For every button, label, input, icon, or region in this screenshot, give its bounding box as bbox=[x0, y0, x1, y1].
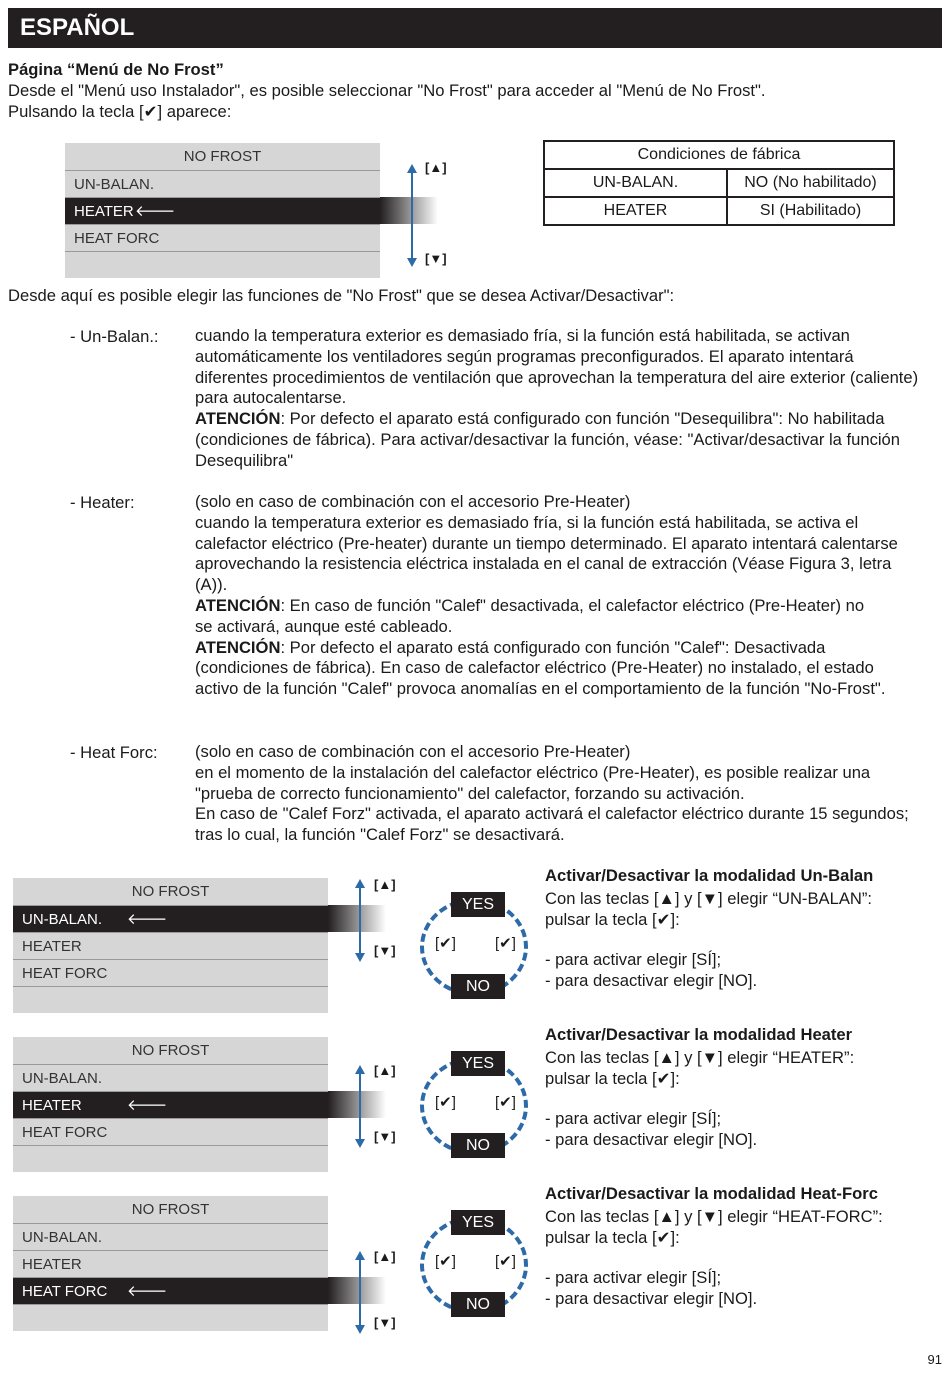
menu-title-text: NO FROST bbox=[183, 148, 262, 165]
section-text: - para activar elegir [SÍ]; bbox=[545, 950, 722, 969]
menu-item-un-balan[interactable] bbox=[65, 170, 380, 198]
table-cell: HEATER bbox=[544, 197, 727, 225]
menu-item-label: HEATER bbox=[22, 938, 82, 955]
no-button[interactable]: NO bbox=[451, 1292, 505, 1317]
up-arrow-icon bbox=[355, 879, 365, 888]
description-line: automáticamente los ventiladores según programas preconfigurados. El aparato intentará bbox=[195, 346, 854, 366]
description-line: cuando la temperatura exterior es demasiado fría, si la función está habilitada, se activan bbox=[195, 326, 850, 345]
language-title: ESPAÑOL bbox=[20, 14, 135, 41]
description-line: diferentes procedimientos de ventilación que aprovechan la temperatura del aire exterior (caliente) bbox=[195, 367, 919, 387]
description-line: ATENCIÓN: Por defecto el aparato está configurado con función "Desequilibra": No habilitada bbox=[195, 409, 885, 429]
menu-title bbox=[13, 1037, 328, 1064]
selection-fade bbox=[328, 905, 386, 932]
description-line: cuando la temperatura exterior es demasiado fría, si la función está habilitada, se activa el bbox=[195, 512, 859, 532]
scroll-arrow-icon bbox=[411, 172, 413, 262]
section-text: pulsar la tecla [✔]: bbox=[545, 1228, 680, 1247]
menu-item-label: HEAT FORC bbox=[22, 965, 108, 982]
description-line: En caso de "Calef Forz" activada, el aparato activará el calefactor eléctrico durante 15 segundos; bbox=[195, 804, 909, 824]
down-arrow-icon bbox=[355, 953, 365, 962]
page-number: 91 bbox=[927, 1352, 942, 1367]
menu-item-label: HEATER bbox=[22, 1097, 82, 1114]
no-button[interactable]: NO bbox=[451, 974, 505, 999]
yes-button[interactable]: YES bbox=[451, 1051, 505, 1076]
up-arrow-icon bbox=[355, 1065, 365, 1074]
description-line: en el momento de la instalación del calefactor eléctrico (Pre-Heater), es posible realizar una bbox=[195, 762, 871, 782]
menu-item-label: UN-BALAN. bbox=[22, 1229, 103, 1246]
section-title: Activar/Desactivar la modalidad Heat-Forc bbox=[545, 1184, 878, 1203]
up-key[interactable]: [▲] bbox=[425, 160, 447, 175]
yes-no-selector bbox=[415, 1047, 535, 1165]
scroll-arrow-icon bbox=[359, 887, 361, 955]
confirm-key-right[interactable]: [✔] bbox=[495, 935, 516, 952]
warning-label: ATENCIÓN bbox=[195, 595, 281, 615]
down-arrow-icon bbox=[355, 1325, 365, 1334]
warning-label: ATENCIÓN bbox=[195, 637, 281, 657]
description-line: (condiciones de fábrica). En caso de calefactor eléctrico (Pre-Heater) no instalado, el estado bbox=[195, 658, 874, 678]
section-text: Con las teclas [▲] y [▼] elegir “HEATER”: bbox=[545, 1048, 855, 1067]
section-text: - para activar elegir [SÍ]; bbox=[545, 1268, 722, 1287]
table-cell: SI (Habilitado) bbox=[727, 197, 894, 225]
menu-item-un-balan[interactable] bbox=[13, 905, 328, 933]
description-line: Desequilibra" bbox=[195, 450, 294, 470]
down-key[interactable]: [▼] bbox=[374, 943, 396, 958]
down-key[interactable]: [▼] bbox=[374, 1315, 396, 1330]
section-title: Activar/Desactivar la modalidad Un-Balan bbox=[545, 866, 874, 885]
menu-title bbox=[13, 1196, 328, 1223]
menu-item-label: HEATER bbox=[74, 203, 134, 220]
up-key[interactable]: [▲] bbox=[374, 1249, 396, 1264]
description-line: activo de la función "Calef" provoca anomalías en el comportamiento de la función "No-Frost". bbox=[195, 679, 886, 699]
menu-item-label: HEAT FORC bbox=[74, 230, 160, 247]
menu-item-heater[interactable] bbox=[13, 1091, 328, 1119]
selection-arrow-icon: 🡐 bbox=[127, 1097, 168, 1114]
menu-title-text: NO FROST bbox=[131, 1201, 210, 1218]
no-button[interactable]: NO bbox=[451, 1133, 505, 1158]
menu-item-label: HEATER bbox=[22, 1256, 82, 1273]
no-frost-menu bbox=[65, 143, 380, 278]
section-text: Con las teclas [▲] y [▼] elegir “HEAT-FORC”: bbox=[545, 1207, 883, 1226]
menu-item-un-balan[interactable] bbox=[13, 1223, 328, 1251]
description-line: "prueba de correcto funcionamiento" del calefactor, forzando su activación. bbox=[195, 783, 745, 803]
section-text: pulsar la tecla [✔]: bbox=[545, 1069, 680, 1088]
down-arrow-icon bbox=[355, 1139, 365, 1148]
yes-no-selector bbox=[415, 1206, 535, 1324]
description-line: aprovechando la resistencia eléctrica instalada en el canal de extracción (Véase Figura 3, letra bbox=[195, 554, 892, 574]
menu-item-label: UN-BALAN. bbox=[22, 1070, 103, 1087]
yes-button[interactable]: YES bbox=[451, 1210, 505, 1235]
selection-fade bbox=[328, 1091, 386, 1118]
yes-button[interactable]: YES bbox=[451, 892, 505, 917]
down-arrow-icon bbox=[407, 258, 417, 267]
menu-item-heat-forc[interactable] bbox=[65, 224, 380, 252]
function-label-heat-forc: - Heat Forc: bbox=[70, 743, 158, 762]
description-line: (condiciones de fábrica). Para activar/desactivar la función, véase: "Activar/desactivar la función bbox=[195, 429, 901, 449]
description-line: ATENCIÓN: Por defecto el aparato está configurado con función "Calef": Desactivada bbox=[195, 637, 826, 657]
scroll-arrow-icon bbox=[359, 1259, 361, 1327]
section-text: - para activar elegir [SÍ]; bbox=[545, 1109, 722, 1128]
down-key[interactable]: [▼] bbox=[425, 251, 447, 266]
section-text: Con las teclas [▲] y [▼] elegir “UN-BALAN”: bbox=[545, 889, 873, 908]
table-cell: UN-BALAN. bbox=[544, 169, 727, 197]
menu-item-heat-forc[interactable] bbox=[13, 959, 328, 987]
description-line: (A)). bbox=[195, 575, 228, 595]
menu-item-label: HEAT FORC bbox=[22, 1124, 108, 1141]
scroll-arrow-icon bbox=[359, 1073, 361, 1141]
function-desc-heat-forc bbox=[195, 742, 945, 846]
up-arrow-icon bbox=[355, 1251, 365, 1260]
menu-empty-row bbox=[13, 1304, 328, 1332]
section-text: - para desactivar elegir [NO]. bbox=[545, 1130, 758, 1149]
function-desc-heater bbox=[195, 492, 945, 700]
confirm-key-left[interactable]: [✔] bbox=[435, 1253, 456, 1270]
section-text: - para desactivar elegir [NO]. bbox=[545, 971, 758, 990]
menu-empty-row bbox=[13, 986, 328, 1014]
up-key[interactable]: [▲] bbox=[374, 1063, 396, 1078]
section-title: Activar/Desactivar la modalidad Heater bbox=[545, 1025, 853, 1044]
menu-item-label: HEAT FORC bbox=[22, 1283, 108, 1300]
menu-heater bbox=[13, 1037, 328, 1172]
selection-fade bbox=[328, 1277, 386, 1304]
section-heading: Página “Menú de No Frost” bbox=[8, 60, 224, 79]
table-header: Condiciones de fábrica bbox=[544, 141, 894, 169]
intro-text-1: Desde el "Menú uso Instalador", es posible seleccionar "No Frost" para acceder al "Menú de No Frost". bbox=[8, 81, 766, 100]
menu-item-heater[interactable] bbox=[13, 1250, 328, 1278]
language-header bbox=[8, 8, 942, 48]
menu-title bbox=[65, 143, 380, 170]
menu-item-heater-selected[interactable] bbox=[65, 197, 380, 225]
description-line: ATENCIÓN: En caso de función "Calef" desactivada, el calefactor eléctrico (Pre-Heater) no bbox=[195, 595, 865, 615]
menu-empty-row bbox=[13, 1145, 328, 1173]
section-text: pulsar la tecla [✔]: bbox=[545, 910, 680, 929]
menu-item-label: UN-BALAN. bbox=[22, 911, 103, 928]
function-label-un-balan: - Un-Balan.: bbox=[70, 327, 159, 346]
selection-fade bbox=[380, 197, 438, 224]
selection-arrow-icon: 🡐 bbox=[127, 1283, 168, 1300]
description-line: (solo en caso de combinación con el accesorio Pre-Heater) bbox=[195, 492, 631, 511]
confirm-key-left[interactable]: [✔] bbox=[435, 1094, 456, 1111]
selection-arrow-icon: 🡐 bbox=[127, 911, 168, 928]
description-line: para autocalentarse. bbox=[195, 388, 347, 408]
confirm-key-right[interactable]: [✔] bbox=[495, 1094, 516, 1111]
menu-title-text: NO FROST bbox=[131, 1042, 210, 1059]
description-line: tras lo cual, la función "Calef Forz" se desactivará. bbox=[195, 825, 565, 845]
table-cell: NO (No habilitado) bbox=[727, 169, 894, 197]
menu-title-text: NO FROST bbox=[131, 883, 210, 900]
section-text: - para desactivar elegir [NO]. bbox=[545, 1289, 758, 1308]
up-key[interactable]: [▲] bbox=[374, 877, 396, 892]
choose-text: Desde aquí es posible elegir las funciones de "No Frost" que se desea Activar/Desactivar": bbox=[8, 286, 675, 305]
function-desc-un-balan bbox=[195, 326, 945, 472]
menu-empty-row bbox=[65, 251, 380, 279]
menu-item-heater[interactable] bbox=[13, 932, 328, 960]
warning-label: ATENCIÓN bbox=[195, 409, 281, 429]
description-line: (solo en caso de combinación con el accesorio Pre-Heater) bbox=[195, 742, 631, 761]
menu-item-label: UN-BALAN. bbox=[74, 176, 155, 193]
yes-no-selector bbox=[415, 888, 535, 1006]
function-label-heater: - Heater: bbox=[70, 493, 135, 512]
confirm-key-right[interactable]: [✔] bbox=[495, 1253, 516, 1270]
factory-conditions-table bbox=[543, 140, 895, 226]
down-key[interactable]: [▼] bbox=[374, 1129, 396, 1144]
confirm-key-left[interactable]: [✔] bbox=[435, 935, 456, 952]
menu-item-heat-forc[interactable] bbox=[13, 1118, 328, 1146]
intro-text-2: Pulsando la tecla [✔] aparece: bbox=[8, 102, 232, 121]
selection-arrow-icon: 🡐 bbox=[135, 203, 176, 220]
up-arrow-icon bbox=[407, 164, 417, 173]
description-line: se activará, aunque esté cableado. bbox=[195, 616, 453, 636]
menu-item-un-balan[interactable] bbox=[13, 1064, 328, 1092]
menu-heat-forc bbox=[13, 1196, 328, 1331]
description-line: calefactor eléctrico (Pre-heater) durante un tiempo determinado. El aparato intentará calentarse bbox=[195, 533, 898, 553]
menu-un-balan bbox=[13, 878, 328, 1013]
menu-title bbox=[13, 878, 328, 905]
menu-item-heat-forc[interactable] bbox=[13, 1277, 328, 1305]
